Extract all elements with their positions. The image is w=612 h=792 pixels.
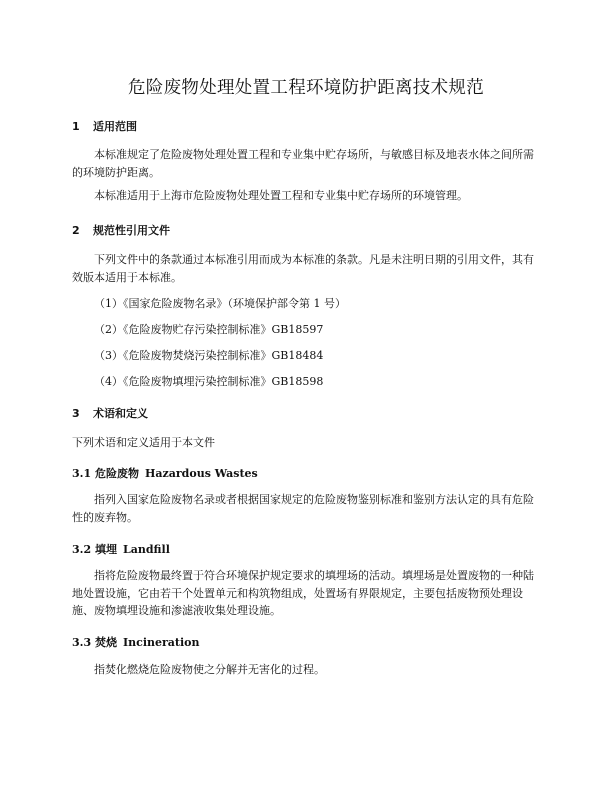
term-en: Incineration (122, 636, 200, 649)
section-title: 适用范围 (93, 120, 137, 133)
section-number: 3 (72, 407, 80, 420)
term-definition: 指将危险废物最终置于符合环境保护规定要求的填埋场的活动。填埋场是处置废物的一种陆地处置设施，它由若干个处置单元和构筑物组成，处置场有界限规定，主要包括废物预处理设施、废物填埋设施和渗滤液收集处理设施。 (72, 569, 534, 617)
term-heading-3-3 (72, 634, 200, 650)
paragraph: 本标准适用于上海市危险废物处理处置工程和专业集中贮存场所的环境管理。 (94, 189, 468, 202)
reference-item: （4）《危险废物填埋污染控制标准》GB18598 (94, 375, 324, 388)
term-cn: 填埋 (94, 543, 117, 556)
document-title: 危险废物处理处置工程环境防护距离技术规范 (128, 78, 484, 98)
section-title: 术语和定义 (93, 407, 148, 420)
term-heading-3-1 (72, 465, 258, 481)
paragraph: 下列术语和定义适用于本文件 (72, 436, 215, 449)
term-number: 3.2 (72, 543, 92, 556)
reference-item: （1）《国家危险废物名录》（环境保护部令第 1 号） (94, 297, 346, 310)
section-heading-3 (72, 405, 148, 421)
paragraph: 本标准规定了危险废物处理处置工程和专业集中贮存场所，与敏感目标及地表水体之间所需的环境防护距离。 (72, 148, 534, 179)
section-number: 1 (72, 120, 80, 133)
term-en: Hazardous Wastes (144, 467, 258, 480)
term-number: 3.1 (72, 467, 92, 480)
term-cn: 焚烧 (94, 636, 117, 649)
reference-item: （3）《危险废物焚烧污染控制标准》GB18484 (94, 349, 324, 362)
reference-item: （2）《危险废物贮存污染控制标准》GB18597 (94, 323, 324, 336)
term-cn: 危险废物 (94, 467, 139, 480)
paragraph: 下列文件中的条款通过本标准引用而成为本标准的条款。凡是未注明日期的引用文件，其有效版本适用于本标准。 (72, 253, 534, 284)
section-title: 规范性引用文件 (93, 224, 170, 237)
section-heading-2 (72, 222, 170, 238)
term-heading-3-2 (72, 541, 170, 557)
section-heading-1 (72, 118, 137, 134)
term-definition: 指焚化燃烧危险废物使之分解并无害化的过程。 (94, 663, 325, 676)
term-en: Landfill (122, 543, 170, 556)
section-number: 2 (72, 224, 80, 237)
term-number: 3.3 (72, 636, 92, 649)
term-definition: 指列入国家危险废物名录或者根据国家规定的危险废物鉴别标准和鉴别方法认定的具有危险性的废弃物。 (72, 493, 534, 524)
